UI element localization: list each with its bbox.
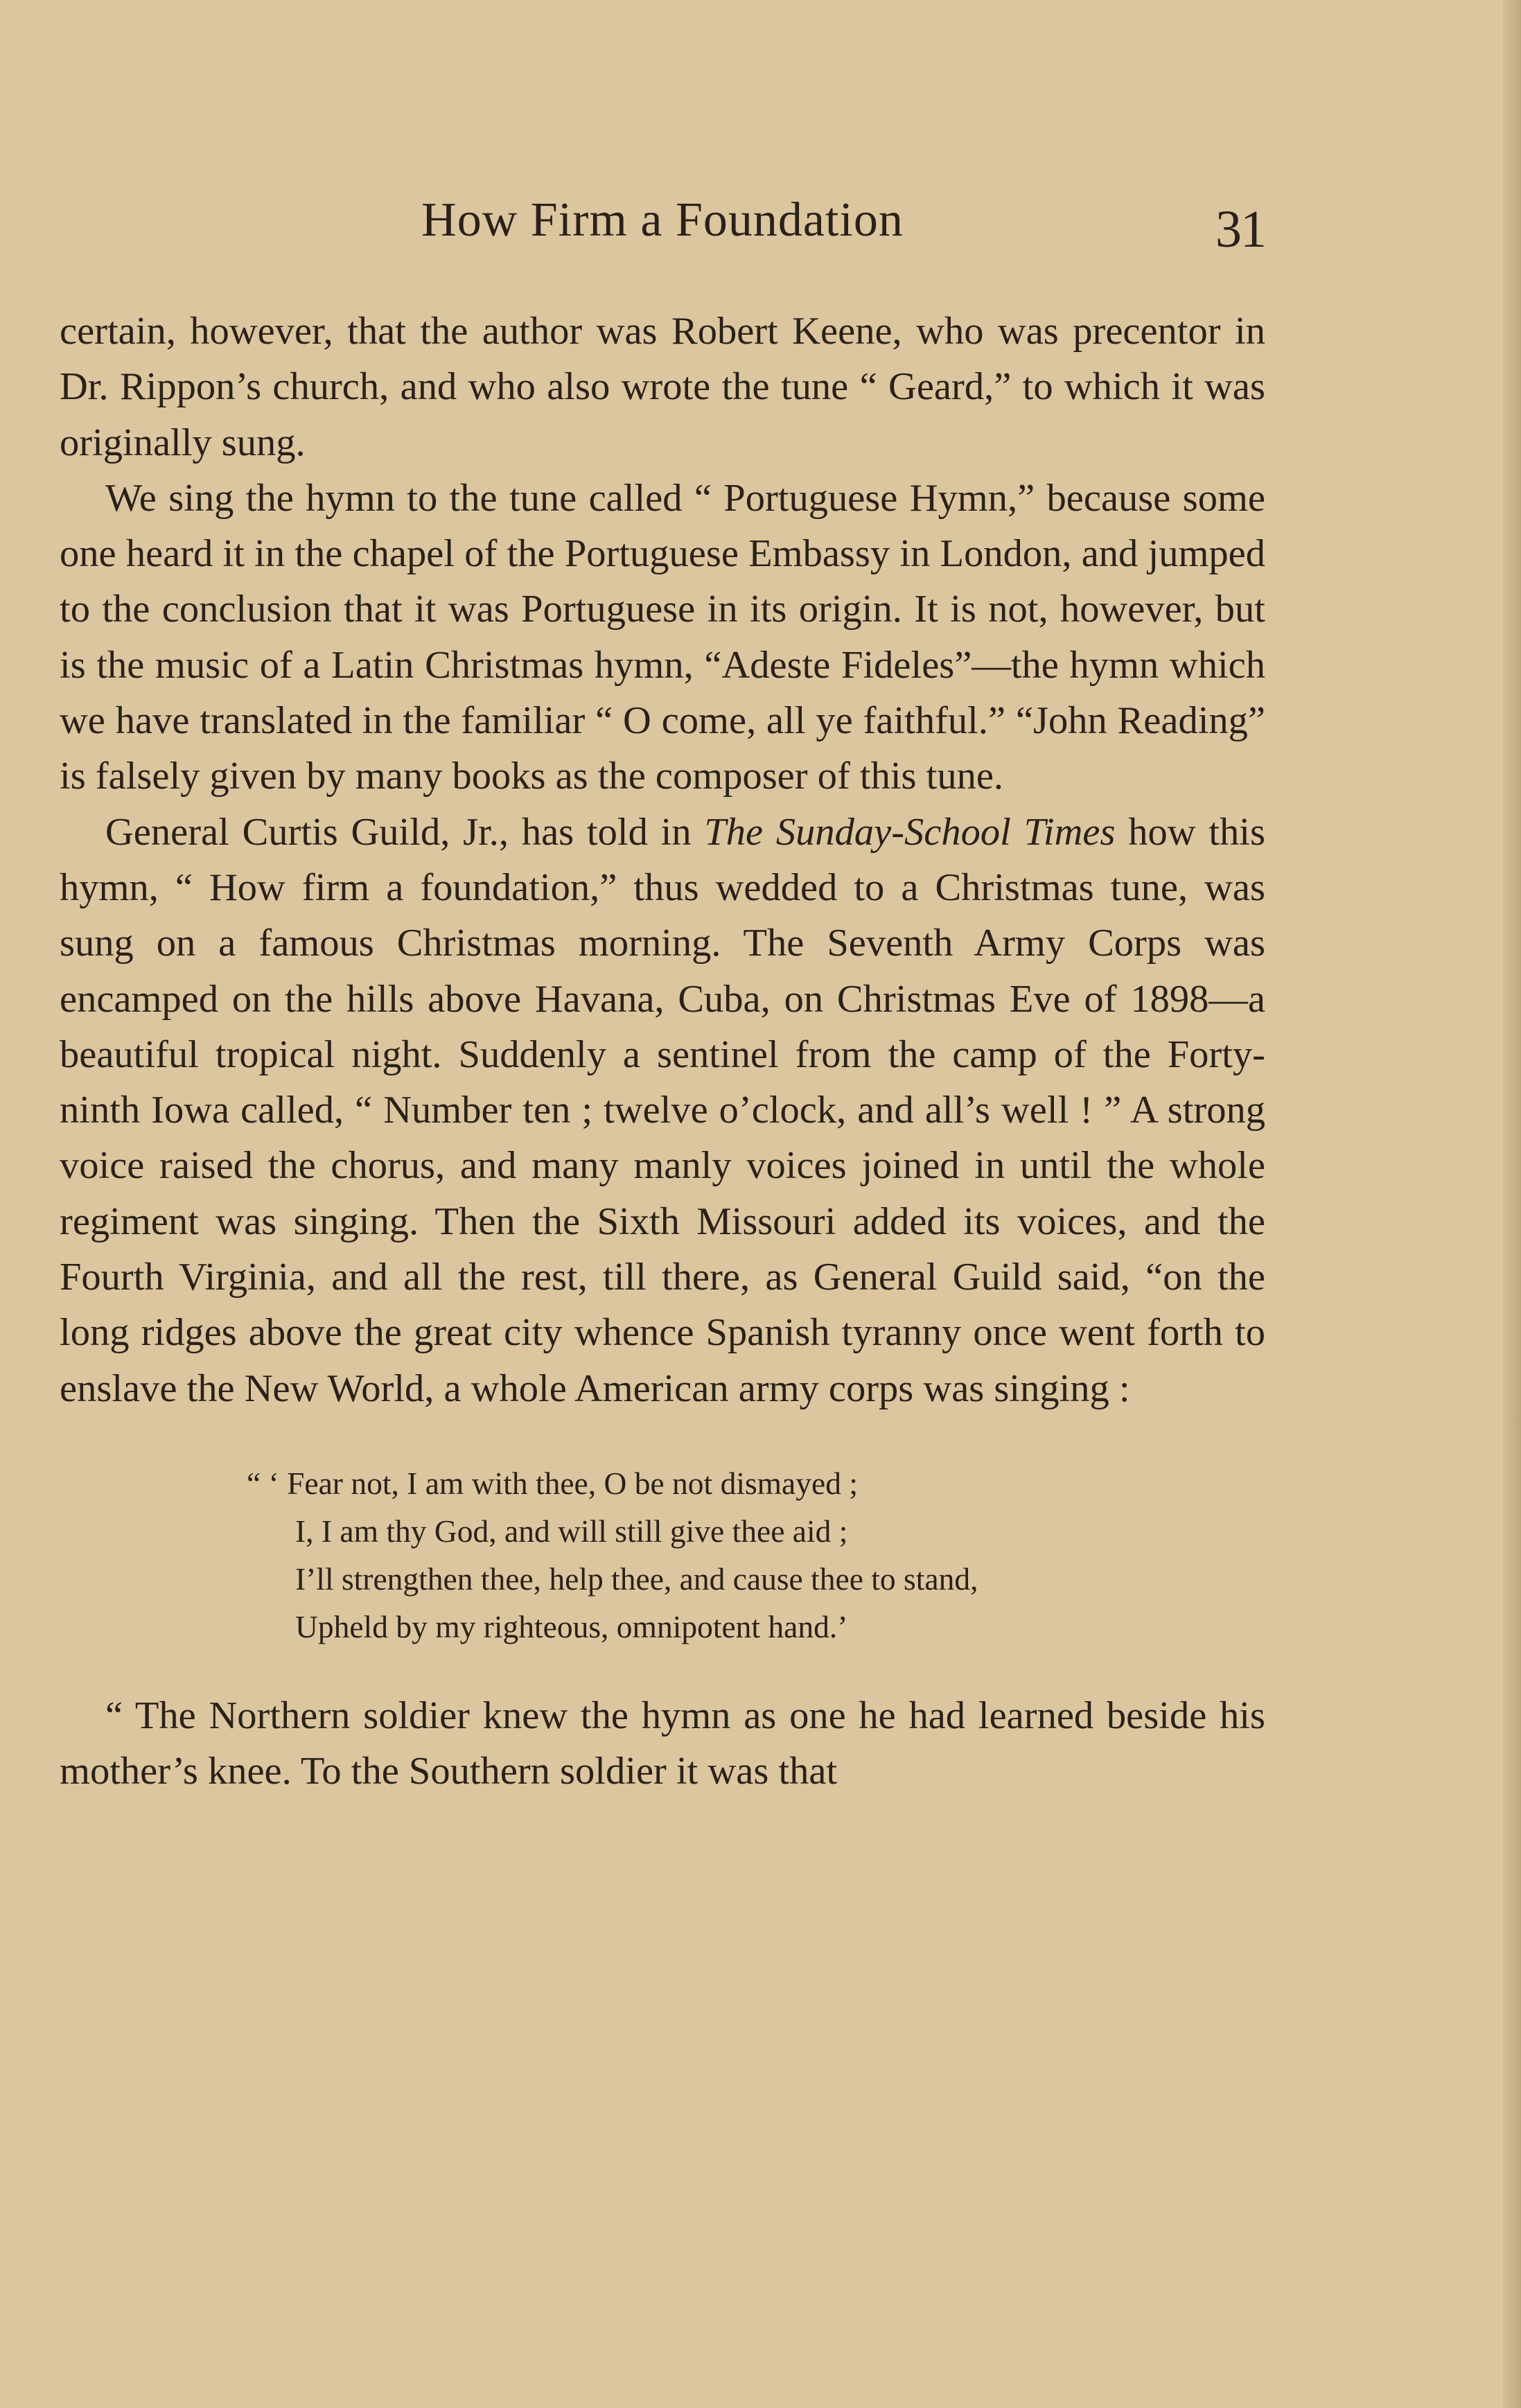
verse-line: Upheld by my righteous, omnipotent hand.’: [295, 1608, 848, 1644]
verse-line: “ ‘ Fear not, I am with thee, O be not dismayed ;: [247, 1465, 858, 1501]
paragraph-1: certain, however, that the author was Robert Keene, who was precentor in Dr. Rippon’s church, and who also wrote the tune “ Geard,” to which it was originally sung.: [60, 310, 1265, 464]
paragraph-4: “ The Northern soldier knew the hymn as one he had learned beside his mother’s knee. To the Southern soldier it was that: [60, 1694, 1265, 1793]
body-text: [60, 304, 1265, 1800]
running-head: [60, 193, 1265, 269]
running-title: How Firm a Foundation: [421, 193, 904, 247]
publication-title: The Sunday-School Times: [704, 810, 1116, 854]
paragraph-3-start: General Curtis Guild, Jr., has told in: [105, 810, 705, 854]
page-number: 31: [1215, 200, 1265, 258]
page-edge: [1503, 0, 1521, 2408]
paragraph-3-end: how this hymn, “ How firm a foundation,” thus wedded to a Christmas tune, was sung on a famous Christmas morning. The Seventh Army Corps was encamped on the hills above Havana, Cuba, on Christmas Eve of 1898—a beautiful tropical night. Suddenly a sentinel from the camp of the Forty-ninth Iowa called, “ Number ten ; twelve o’clock, and all’s well ! ” A strong voice raised the chorus, and many manly voices joined in until the whole regiment was singing. Then the Sixth Missouri added its voices, and the Fourth Virginia, and all the rest, till there, as General Guild said, “on the long ridges above the great city whence Spanish tyranny once went forth to enslave the New World, a whole American army corps was singing :: [60, 810, 1265, 1410]
hymn-verse: [247, 1459, 1265, 1651]
paragraph-3: [60, 805, 1265, 1416]
verse-line: I, I am thy God, and will still give thee aid ;: [295, 1513, 848, 1549]
paragraph-2: We sing the hymn to the tune called “ Portuguese Hymn,” because some one heard it in the chapel of the Portuguese Embassy in London, and jumped to the conclusion that it was Portuguese in its origin. It is not, however, but is the music of a Latin Christmas hymn, “Adeste Fideles”—the hymn which we have translated in the familiar “ O come, all ye faithful.” “John Reading” is falsely given by many books as the composer of this tune.: [60, 476, 1265, 798]
verse-line: I’ll strengthen thee, help thee, and cause thee to stand,: [295, 1561, 978, 1597]
